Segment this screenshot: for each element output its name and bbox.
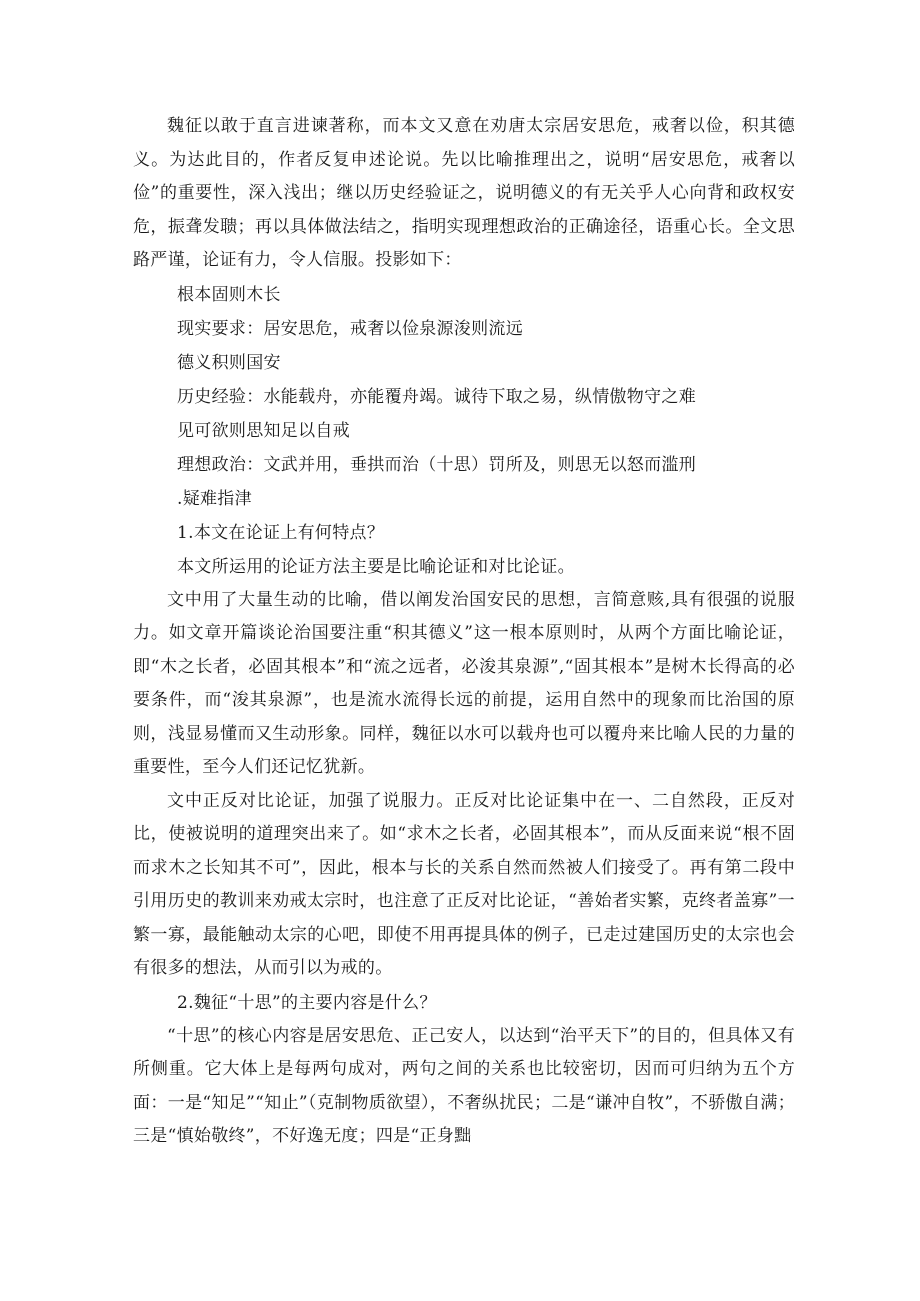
answer-1-summary: 本文所运用的论证方法主要是比喻论证和对比论证。 <box>177 556 575 577</box>
intro-paragraph: 魏征以敢于直言进谏著称，而本文又意在劝唐太宗居安思危，戒奢以俭，积其德义。为达此目的，作者反复申述论说。先以比喻推理出之，说明“居安思危，戒奢以俭”的重要性，深入浅出；继以历史经验证之，说明德义的有无关乎人心向背和政权安危，振聋发聩；再以具体做法结之，指明实现理想政治的正确途径，语重心长。全文思路严谨，论证有力，令人信服。投影如下： <box>133 116 795 270</box>
section-heading: .疑难指津 <box>177 488 252 509</box>
question-1: 1.本文在论证上有何特点？ <box>177 522 385 543</box>
answer-1-contrast-paragraph: 文中正反对比论证，加强了说服力。正反对比论证集中在一、二自然段，正反对比，使被说明的道理突出来了。如“求木之长者，必固其根本”，而从反面来说“根不固而求木之长知其不可”，因此，根本与长的关系自然而然被人们接受了。再有第二段中引用历史的教训来劝戒太宗时，也注意了正反对比论证，“善始者实繁，克终者盖寡”一繁一寡，最能触动太宗的心吧，即使不用再提具体的例子，已走过建国历史的太宗也会有很多的想法，从而引以为戒的。 <box>133 790 795 978</box>
answer-1-metaphor-paragraph: 文中用了大量生动的比喻，借以阐发治国安民的思想，言简意赅,具有很强的说服力。如文章开篇谈论治国要注重“积其德义”这一根本原则时，从两个方面比喻论证，即“木之长者，必固其根本”和“流之远者，必浚其泉源”,“固其根本”是树木长得高的必要条件，而“浚其泉源”，也是流水流得长远的前提，运用自然中的现象而比治国的原则，浅显易懂而又生动形象。同样，魏征以水可以载舟也可以覆舟来比喻人民的力量的重要性，至今人们还记忆犹新。 <box>133 589 795 777</box>
outline-line-3: 德义积则国安 <box>177 352 281 373</box>
outline-line-1: 根本固则木长 <box>177 284 281 305</box>
outline-line-5: 见可欲则思知足以自戒 <box>177 420 350 441</box>
answer-2-paragraph: “十思”的核心内容是居安思危、正己安人，以达到“治平天下”的目的，但具体又有所侧重。它大体上是每两句成对，两句之间的关系也比较密切，因而可归纳为五个方面：一是“知足”“知止”（克制物质欲望），不奢纵扰民；二是“谦冲自牧”，不骄傲自满；三是“慎始敬终”，不好逸无度；四是“正身黜 <box>133 1025 795 1146</box>
outline-line-2: 现实要求：居安思危，戒奢以俭泉源浚则流远 <box>177 318 523 339</box>
outline-line-4: 历史经验：水能载舟，亦能覆舟竭。诚待下取之易，纵情傲物守之难 <box>177 386 696 407</box>
document-body <box>133 110 795 1154</box>
question-2: 2.魏征“十思”的主要内容是什么？ <box>177 992 437 1013</box>
outline-line-6: 理想政治：文武并用，垂拱而治（十思）罚所及，则思无以怒而滥刑 <box>177 454 696 475</box>
